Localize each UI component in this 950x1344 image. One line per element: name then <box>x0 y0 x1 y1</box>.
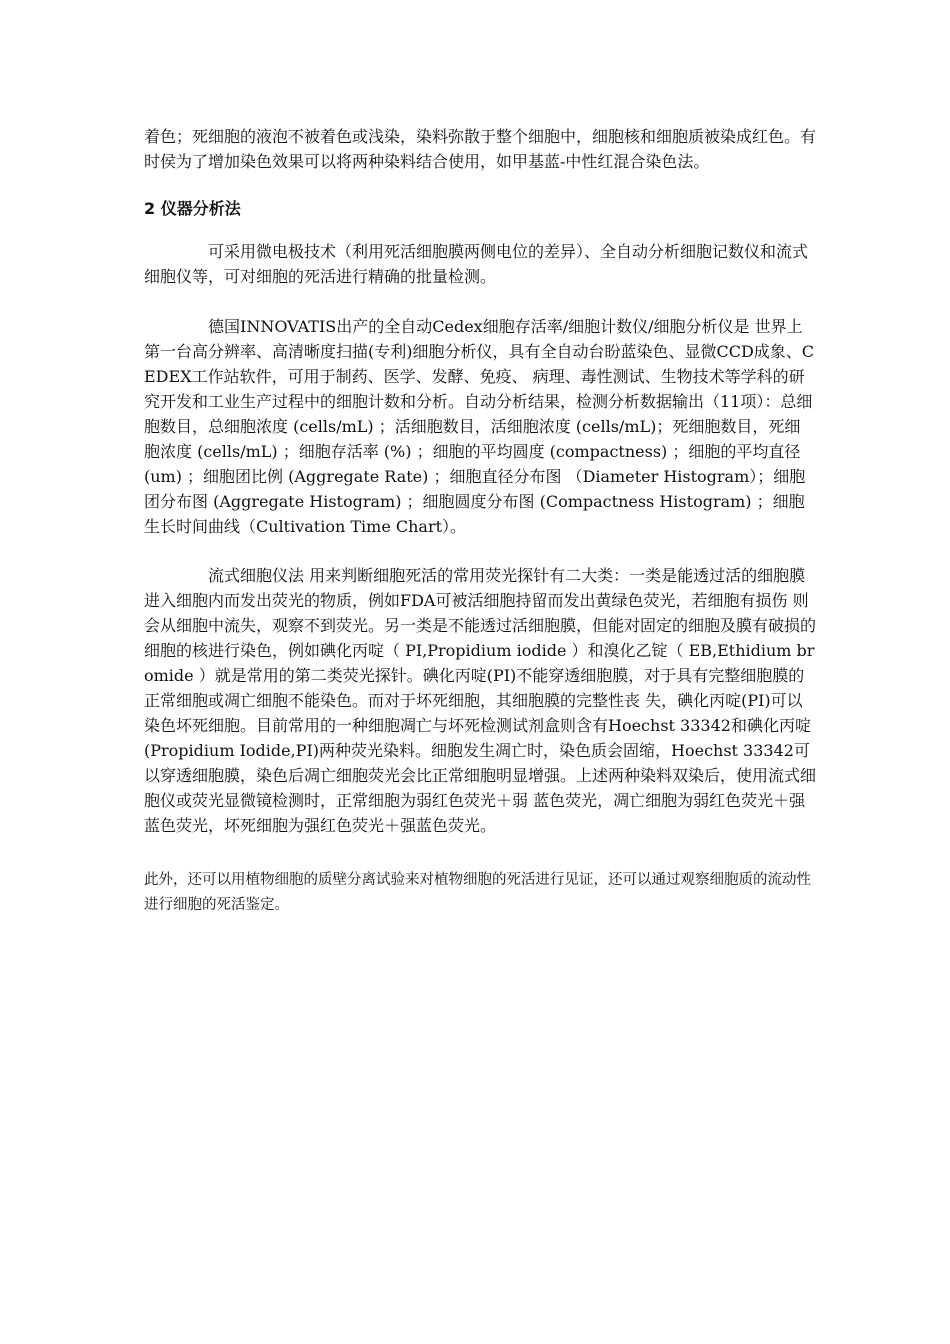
paragraph-flow-cytometry: 流式细胞仪法 用来判断细胞死活的常用荧光探针有二大类：一类是能透过活的细胞膜进入细胞内而发出荧光的物质，例如FDA可被活细胞持留而发出黄绿色荧光，若细胞有损伤 则会从细胞中流失，观察不到荧光。另一类是不能透过活细胞膜，但能对固定的细胞及膜有破损的细胞的核进行染色，例如碘化丙啶（ PI,Propidium iodide ）和溴化乙锭（ EB,Ethidium bromide ）就是常用的第二类荧光探针。碘化丙啶(PI)不能穿透细胞膜，对于具有完整细胞膜的正常细胞或凋亡细胞不能染色。而对于坏死细胞，其细胞膜的完整性丧 失，碘化丙啶(PI)可以染色坏死细胞。目前常用的一种细胞凋亡与坏死检测试剂盒则含有Hoechst 33342和碘化丙啶(Propidium Iodide,PI)两种荧光染料。细胞发生凋亡时，染色质会固缩，Hoechst 33342可以穿透细胞膜，染色后凋亡细胞荧光会比正常细胞明显增强。上述两种染料双染后，使用流式细胞仪或荧光显微镜检测时，正常细胞为弱红色荧光＋弱 蓝色荧光，凋亡细胞为弱红色荧光＋强蓝色荧光，坏死细胞为强红色荧光＋强蓝色荧光。 <box>144 566 817 835</box>
document-page <box>144 124 816 918</box>
spacer <box>144 174 816 198</box>
paragraph-staining-continued: 着色；死细胞的液泡不被着色或浅染，染料弥散于整个细胞中，细胞核和细胞质被染成红色。有时侯为了增加染色效果可以将两种染料结合使用，如甲基蓝-中性红混合染色法。 <box>144 127 817 171</box>
spacer <box>144 838 816 868</box>
spacer <box>144 539 816 563</box>
paragraph-plasmolysis: 此外，还可以用植物细胞的质壁分离试验来对植物细胞的死活进行见证，还可以通过观察细胞质的流动性进行细胞的死活鉴定。 <box>144 872 811 913</box>
spacer <box>144 289 816 314</box>
spacer <box>144 220 816 239</box>
section-heading-instrument-analysis: 2 仪器分析法 <box>144 199 241 218</box>
paragraph-instrument-methods: 可采用微电极技术（利用死活细胞膜两侧电位的差异）、全自动分析细胞记数仪和流式细胞仪等，可对细胞的死活进行精确的批量检测。 <box>144 242 809 286</box>
paragraph-cedex-analyzer: 德国INNOVATIS出产的全自动Cedex细胞存活率/细胞计数仪/细胞分析仪是 世界上第一台高分辨率、高清晰度扫描(专利)细胞分析仪，具有全自动台盼蓝染色、显微CCD成象、CEDEX工作站软件，可用于制药、医学、发酵、免疫、 病理、毒性测试、生物技术等学科的研究开发和工业生产过程中的细胞计数和分析。自动分析结果，检测分析数据输出（11项）：总细胞数目，总细胞浓度 (cells/mL) ；活细胞数目，活细胞浓度 (cells/mL)；死细胞数目，死细胞浓度 (cells/mL) ；细胞存活率 (%) ；细胞的平均圆度 (compactness) ；细胞的平均直径 (um) ；细胞团比例 (Aggregate Rate) ；细胞直径分布图 （Diameter Histogram）；细胞团分布图 (Aggregate Histogram) ；细胞圆度分布图 (Compactness Histogram) ；细胞生长时间曲线（Cultivation Time Chart）。 <box>144 317 815 536</box>
